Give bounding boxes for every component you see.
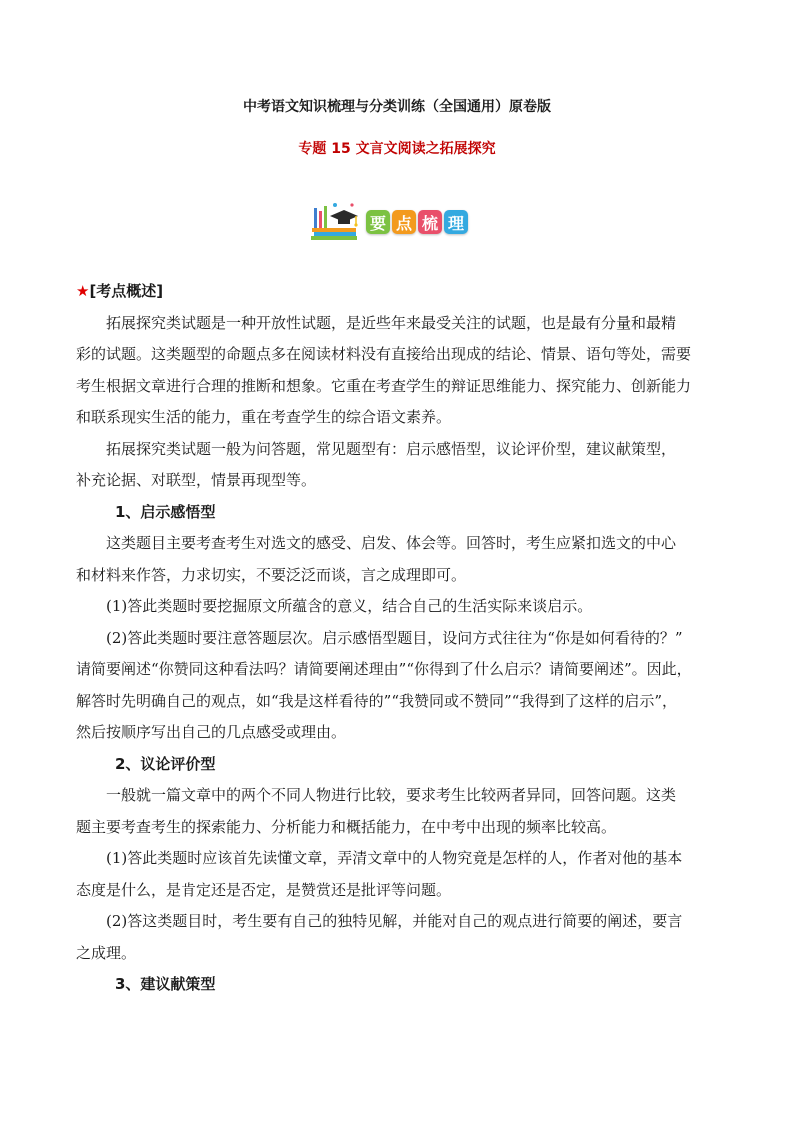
line: 补充论据、对联型，情景再现型等。 (76, 471, 317, 489)
line: 拓展探究类试题是一种开放性试题，是近些年来最受关注的试题，也是最有分量和最精 (106, 313, 677, 332)
line: (1)答此类题时要挖掘原文所蕴含的意义，结合自己的生活实际来谈启示。 (106, 597, 593, 615)
star-icon: ★ (76, 282, 90, 300)
line: 题主要考查考生的探索能力、分析能力和概括能力，在中考中出现的频率比较高。 (76, 817, 617, 836)
line: (2)答这类题目时，考生要有自己的独特见解，并能对自己的观点进行简要的阐述，要言 (106, 912, 683, 930)
topic-subtitle: 专题 15 文言文阅读之拓展探究 (298, 141, 496, 157)
document-title: 中考语文知识梳理与分类训练（全国通用）原卷版 (243, 99, 551, 115)
line: (1)答此类题时应该首先读懂文章，弄清文章中的人物究竟是怎样的人，作者对他的基本 (106, 849, 683, 867)
subsection-heading-3: 3、建议献策型 (115, 975, 216, 993)
banner-badges (366, 210, 468, 234)
line: 拓展探究类试题一般为问答题，常见题型有：启示感悟型，议论评价型，建议献策型， (106, 439, 677, 458)
line: 彩的试题。这类题型的命题点多在阅读材料没有直接给出现成的结论、情景、语句等处，需要 (76, 345, 692, 363)
badge-shu: 梳 (418, 210, 442, 234)
badge-yao: 要 (366, 210, 390, 234)
line: 态度是什么，是肯定还是否定，是赞赏还是批评等问题。 (76, 880, 452, 899)
subsection-heading-2: 2、议论评价型 (115, 754, 216, 773)
line: 然后按顺序写出自己的几点感受或理由。 (76, 723, 347, 741)
paragraph (76, 780, 726, 843)
line: 之成理。 (76, 943, 137, 962)
line: (2)答此类题时要注意答题层次。启示感悟型题目，设问方式往往为“你是如何看待的？” (106, 628, 683, 647)
badge-dian: 点 (392, 210, 416, 234)
books-and-graduation-cap-icon (308, 202, 364, 242)
line: 考生根据文章进行合理的推断和想象。它重在考查学生的辩证思维能力、探究能力、创新能力 (76, 376, 692, 395)
key-points-banner (308, 202, 488, 242)
line: 和联系现实生活的能力，重在考查学生的综合语文素养。 (76, 408, 452, 426)
intro-paragraph-1 (76, 308, 726, 434)
line: 一般就一篇文章中的两个不同人物进行比较，要求考生比较两者异同，回答问题。这类 (106, 786, 677, 804)
line: 这类题目主要考查考生对选文的感受、启发、体会等。回答时，考生应紧扣选文的中心 (106, 534, 677, 552)
intro-paragraph-2 (76, 434, 726, 497)
subsection-heading-1: 1、启示感悟型 (115, 502, 216, 521)
paragraph (76, 843, 726, 906)
paragraph (76, 528, 726, 591)
badge-li: 理 (444, 210, 468, 234)
paragraph (76, 623, 726, 749)
line: 和材料来作答，力求切实，不要泛泛而谈，言之成理即可。 (76, 565, 467, 584)
paragraph (76, 591, 726, 623)
section-heading-label: [考点概述] (89, 282, 164, 300)
line: 解答时先明确自己的观点，如“我是这样看待的”“我赞同或不赞同”“我得到了这样的启示”， (76, 691, 678, 710)
paragraph (76, 906, 726, 969)
line: 请简要阐述“你赞同这种看法吗？请简要阐述理由”“你得到了什么启示？请简要阐述”。因此， (76, 660, 692, 678)
body-text (76, 276, 726, 1001)
section-heading (76, 276, 726, 308)
